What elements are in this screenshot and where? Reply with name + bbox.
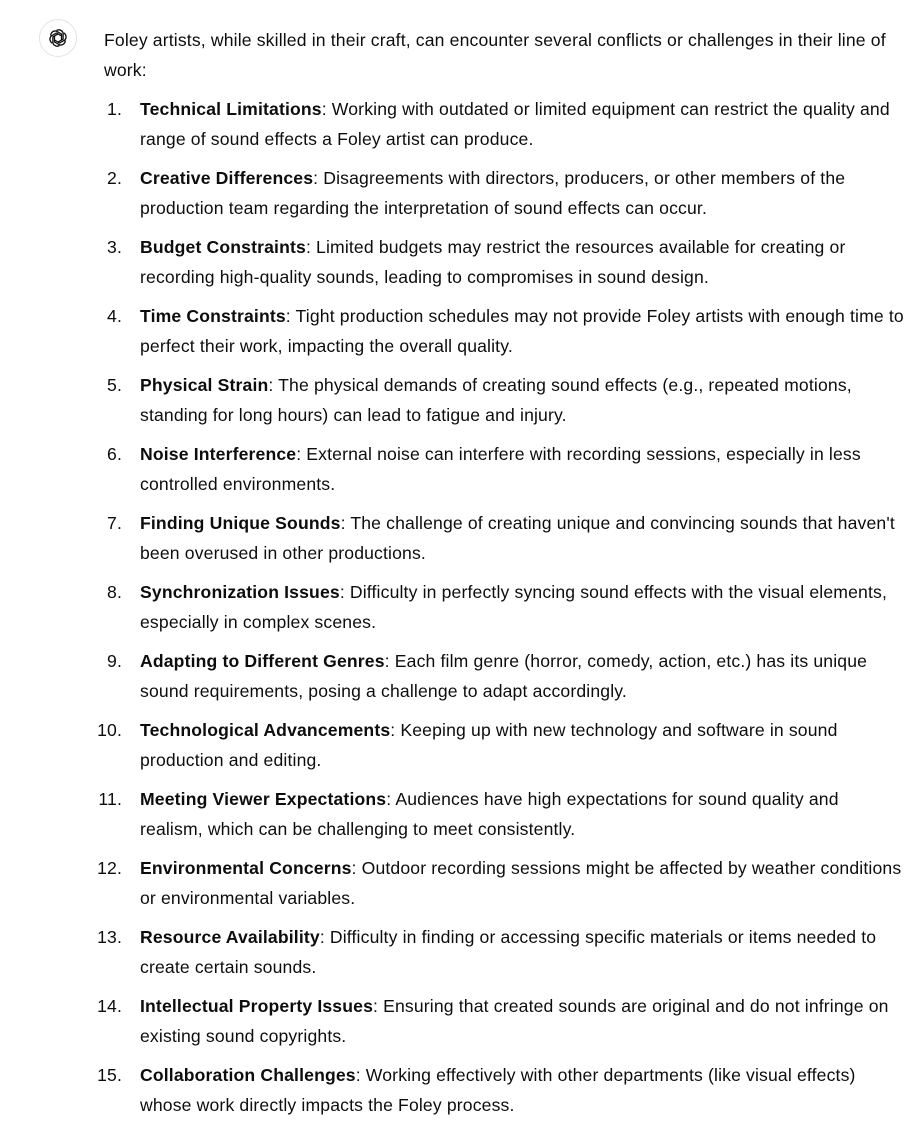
list-item [104, 370, 904, 430]
list-item-title: Resource Availability [140, 927, 320, 947]
list-item-number: 13. [97, 927, 122, 947]
list-item-number: 12. [97, 858, 122, 878]
list-item-number: 7. [107, 513, 122, 533]
list-item-number: 4. [107, 306, 122, 326]
list-item [104, 94, 904, 154]
list-item-number: 2. [107, 168, 122, 188]
list-item [104, 232, 904, 292]
list-item-number: 11. [98, 789, 122, 809]
list-item [97, 715, 904, 775]
list-item-title: Technical Limitations [140, 99, 322, 119]
list-item-text: : The physical demands of creating sound effects (e.g., repeated motions, standing for long hours) can lead to fatigue and injury. [140, 375, 852, 425]
list-item-title: Adapting to Different Genres [140, 651, 385, 671]
list-item-text: : Disagreements with directors, producers, or other members of the production team regarding the interpretation of sound effects can occur. [140, 168, 846, 218]
list-item-title: Collaboration Challenges [140, 1065, 356, 1085]
list-item-title: Finding Unique Sounds [140, 513, 341, 533]
list-item-text: : External noise can interfere with recording sessions, especially in less controlled environments. [140, 444, 861, 494]
list-item-title: Creative Differences [140, 168, 314, 188]
list-item-text: : Difficulty in perfectly syncing sound effects with the visual elements, especially in complex scenes. [140, 582, 887, 632]
list-item-title: Budget Constraints [140, 237, 306, 257]
list-item [104, 439, 904, 499]
list-item-text: : Working with outdated or limited equipment can restrict the quality and range of sound effects a Foley artist can produce. [140, 99, 890, 149]
list-item-title: Physical Strain [140, 375, 269, 395]
list-item-title: Technological Advancements [140, 720, 391, 740]
list-item-text: : Ensuring that created sounds are original and do not infringe on existing sound copyrights. [140, 996, 889, 1046]
list-item-number: 1. [107, 99, 122, 119]
list-item-text: : Each film genre (horror, comedy, action, etc.) has its unique sound requirements, posing a challenge to adapt accordingly. [140, 651, 868, 701]
list-item-number: 9. [107, 651, 122, 671]
list-item-text: : Working effectively with other departments (like visual effects) whose work directly impacts the Foley process. [140, 1065, 856, 1115]
list-item-number: 5. [107, 375, 122, 395]
list-item-number: 14. [97, 996, 122, 1016]
list-item-title: Noise Interference [140, 444, 297, 464]
list-item [97, 922, 904, 982]
list-item [104, 577, 904, 637]
challenge-list [97, 94, 904, 1120]
list-item-text: : Limited budgets may restrict the resources available for creating or recording high-quality sounds, leading to compromises in sound design. [140, 237, 846, 287]
list-item-text: : Difficulty in finding or accessing specific materials or items needed to create certain sounds. [140, 927, 877, 977]
list-item-text: : Audiences have high expectations for sound quality and realism, which can be challenging to meet consistently. [140, 789, 839, 839]
list-item [104, 508, 904, 568]
list-item [98, 784, 904, 844]
list-item-number: 6. [107, 444, 122, 464]
list-item [104, 163, 904, 223]
list-item-number: 3. [107, 237, 122, 257]
list-item-title: Intellectual Property Issues [140, 996, 374, 1016]
openai-logo-icon [47, 27, 69, 49]
list-item-title: Time Constraints [140, 306, 286, 326]
list-item-text: : Outdoor recording sessions might be affected by weather conditions or environmental variables. [140, 858, 902, 908]
assistant-avatar [39, 19, 77, 57]
list-item-number: 10. [97, 720, 122, 740]
list-item-title: Meeting Viewer Expectations [140, 789, 387, 809]
list-item-title: Environmental Concerns [140, 858, 352, 878]
assistant-message [97, 25, 904, 1129]
list-item-number: 8. [107, 582, 122, 602]
message-intro: Foley artists, while skilled in their craft, can encounter several conflicts or challenges in their line of work: [104, 30, 886, 80]
list-item [104, 301, 904, 361]
list-item [104, 646, 904, 706]
list-item [97, 853, 904, 913]
list-item-text: : The challenge of creating unique and convincing sounds that haven't been overused in other productions. [140, 513, 895, 563]
list-item-title: Synchronization Issues [140, 582, 340, 602]
list-item [97, 991, 904, 1051]
list-item-text: : Tight production schedules may not provide Foley artists with enough time to perfect their work, impacting the overall quality. [140, 306, 904, 356]
list-item-text: : Keeping up with new technology and software in sound production and editing. [140, 720, 838, 770]
list-item [97, 1060, 904, 1120]
list-item-number: 15. [97, 1065, 122, 1085]
